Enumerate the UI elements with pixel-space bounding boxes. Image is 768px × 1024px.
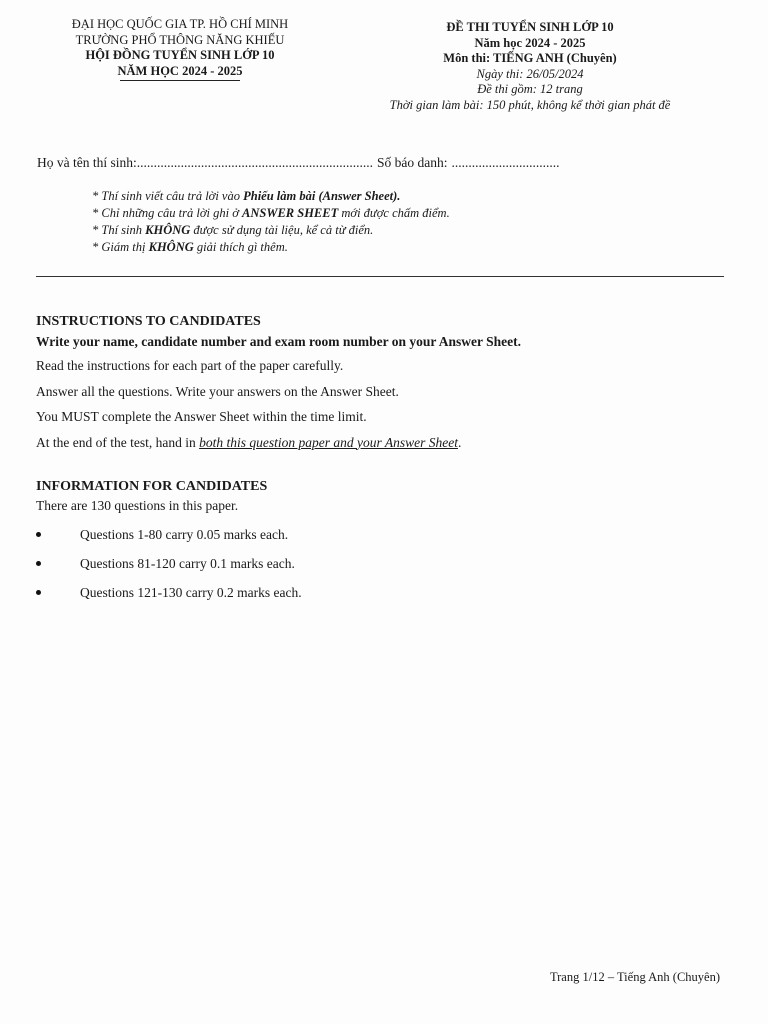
note-3-emphasis: KHÔNG — [145, 223, 191, 237]
school-name: TRƯỜNG PHỔ THÔNG NĂNG KHIẾU — [75, 32, 285, 47]
note-2-emphasis: ANSWER SHEET — [242, 206, 339, 220]
candidate-name-field[interactable]: ...................................................................... — [136, 155, 373, 170]
header-institution — [40, 17, 320, 81]
candidate-notes — [92, 188, 450, 256]
note-4-text-end: giải thích gì thêm. — [193, 240, 288, 254]
instruction-line-4 — [36, 430, 521, 456]
candidate-name-label: Họ và tên thí sinh: — [37, 155, 137, 170]
bullet-icon — [36, 561, 41, 566]
instruction-line-4-emphasis: both this question paper and your Answer Sheet — [199, 434, 458, 450]
information-intro: There are 130 questions in this paper. — [36, 498, 239, 513]
list-item-text: Questions 81-120 carry 0.1 marks each. — [80, 556, 295, 571]
instruction-line-3: You MUST complete the Answer Sheet within the time limit. — [36, 409, 367, 424]
university-name: ĐẠI HỌC QUỐC GIA TP. HỒ CHÍ MINH — [71, 17, 289, 31]
page-footer: Trang 1/12 – Tiếng Anh (Chuyên) — [549, 970, 720, 984]
note-1-text: * Thí sinh viết câu trả lời vào — [92, 189, 244, 203]
note-2-text: * Chỉ những câu trả lời ghi ở — [92, 206, 243, 220]
exam-title: ĐỀ THI TUYỂN SINH LỚP 10 — [446, 20, 614, 34]
admission-council: HỘI ĐỒNG TUYỂN SINH LỚP 10 — [85, 48, 275, 62]
candidate-info-line — [37, 155, 687, 171]
exam-subject: Môn thi: TIẾNG ANH (Chuyên) — [443, 51, 617, 65]
instructions-section — [36, 313, 521, 455]
exam-date: Ngày thi: 26/05/2024 — [476, 66, 584, 81]
note-1 — [92, 188, 450, 205]
information-title: INFORMATION FOR CANDIDATES — [36, 479, 268, 494]
note-2-text-end: mới được chấm điểm. — [338, 206, 450, 220]
note-3 — [92, 222, 450, 239]
instruction-line-2: Answer all the questions. Write your answers on the Answer Sheet. — [36, 383, 399, 399]
information-section — [36, 478, 267, 516]
exam-duration: Thời gian làm bài: 150 phút, không kể thời gian phát đề — [389, 97, 671, 112]
instructions-subtitle: Write your name, candidate number and exam room number on your Answer Sheet. — [36, 334, 522, 349]
note-4-text: * Giám thị — [92, 240, 149, 254]
instructions-title: INSTRUCTIONS TO CANDIDATES — [36, 314, 261, 329]
school-year-left: NĂM HỌC 2024 - 2025 — [117, 63, 243, 78]
header-exam-info — [365, 20, 695, 113]
list-item-text: Questions 1-80 carry 0.05 marks each. — [80, 527, 289, 542]
candidate-id-label: Số báo danh: — [377, 155, 448, 170]
bullet-icon — [36, 590, 41, 595]
instruction-line-4-text: At the end of the test, hand in — [36, 434, 200, 450]
candidate-id-field[interactable]: ................................ — [451, 155, 560, 170]
note-3-text-end: được sử dụng tài liệu, kể cả từ điển. — [190, 223, 374, 237]
exam-school-year: Năm học 2024 - 2025 — [474, 35, 586, 50]
section-divider — [36, 276, 724, 277]
instruction-line-1: Read the instructions for each part of the paper carefully. — [36, 358, 344, 373]
list-item-text: Questions 121-130 carry 0.2 marks each. — [80, 585, 302, 600]
note-4 — [92, 239, 450, 256]
note-1-emphasis: Phiếu làm bài (Answer Sheet). — [243, 189, 401, 203]
note-4-emphasis: KHÔNG — [148, 240, 194, 254]
exam-page-count: Đề thi gồm: 12 trang — [477, 82, 583, 96]
bullet-icon — [36, 532, 41, 537]
instruction-line-4-end: . — [457, 434, 462, 450]
header-underline — [120, 80, 240, 81]
note-2 — [92, 205, 450, 222]
note-3-text: * Thí sinh — [92, 223, 146, 237]
